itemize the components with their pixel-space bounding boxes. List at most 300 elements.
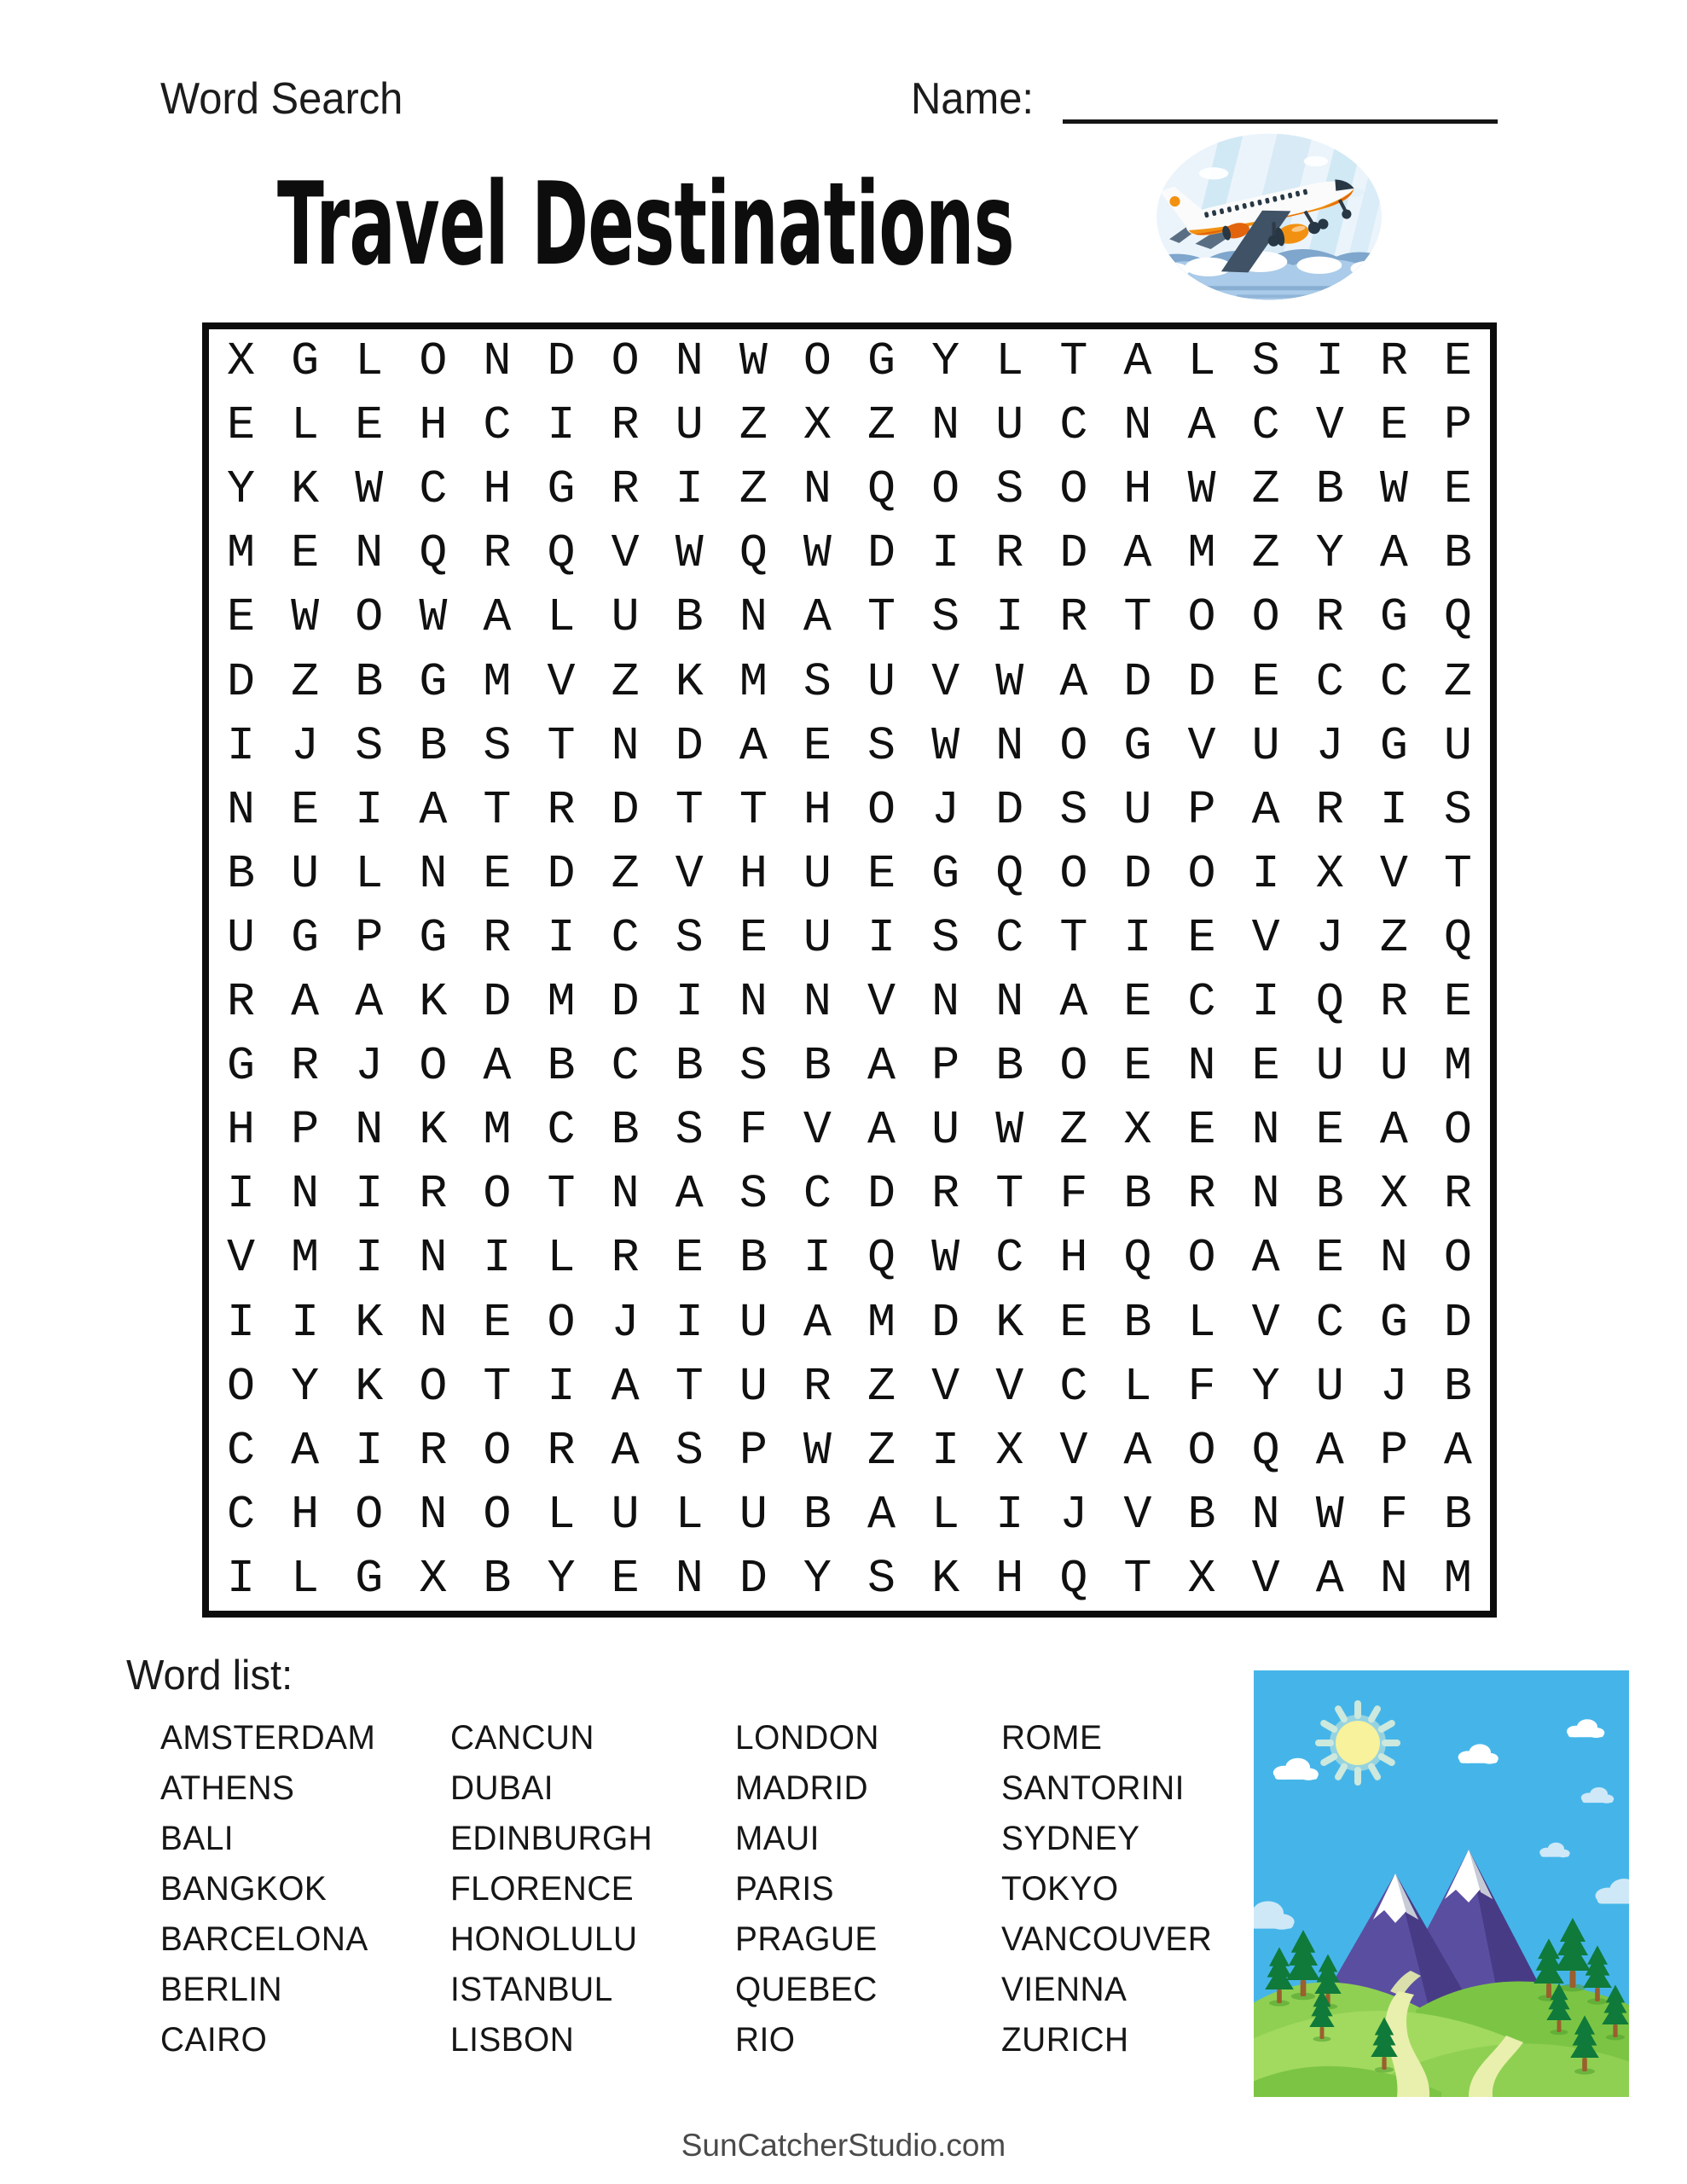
grid-cell: W <box>1187 462 1216 517</box>
grid-cell: S <box>931 590 960 645</box>
grid-cell: V <box>1251 1551 1280 1606</box>
grid-cell: L <box>1187 1295 1216 1350</box>
grid-cell: N <box>675 334 704 389</box>
grid-cell: O <box>419 1359 448 1414</box>
grid-cell: R <box>547 782 576 837</box>
grid-cell: R <box>483 910 512 965</box>
grid-cell: B <box>611 1103 640 1158</box>
grid-cell: C <box>1059 398 1088 453</box>
grid-cell: W <box>931 1231 960 1286</box>
grid-cell: Y <box>227 462 256 517</box>
grid-cell: K <box>291 462 320 517</box>
grid-cell: A <box>1123 1423 1152 1478</box>
grid-cell: C <box>483 398 512 453</box>
grid-cell: T <box>1123 590 1152 645</box>
grid-cell: O <box>483 1423 512 1478</box>
grid-cell: B <box>803 1487 832 1542</box>
grid-cell: L <box>1123 1359 1152 1414</box>
grid-cell: U <box>675 398 704 453</box>
grid-cell: Y <box>803 1551 832 1606</box>
grid-cell: O <box>611 334 640 389</box>
grid-cell: H <box>803 782 832 837</box>
grid-cell: S <box>675 910 704 965</box>
grid-cell: N <box>355 1103 384 1158</box>
grid-cell: C <box>995 910 1024 965</box>
grid-cell: N <box>355 526 384 581</box>
grid-cell: A <box>483 1039 512 1094</box>
grid-cell: U <box>611 1487 640 1542</box>
grid-cell: A <box>1443 1423 1472 1478</box>
grid-cell: D <box>611 782 640 837</box>
grid-cell: M <box>483 1103 512 1158</box>
grid-cell: X <box>1315 846 1344 901</box>
grid-cell: O <box>1251 590 1280 645</box>
grid-cell: L <box>931 1487 960 1542</box>
grid-cell: X <box>1187 1551 1216 1606</box>
grid-cell: V <box>867 975 896 1030</box>
grid-cell: B <box>1123 1295 1152 1350</box>
grid-cell: N <box>611 1167 640 1222</box>
grid-cell: A <box>867 1487 896 1542</box>
grid-cell: A <box>1251 1231 1280 1286</box>
word-list-item: SANTORINI <box>1001 1769 1185 1807</box>
word-list-item: LISBON <box>450 2021 575 2059</box>
grid-cell: W <box>803 526 832 581</box>
grid-cell: I <box>675 975 704 1030</box>
grid-cell: S <box>931 910 960 965</box>
grid-cell: S <box>739 1167 768 1222</box>
word-list-item: ZURICH <box>1001 2021 1129 2059</box>
grid-cell: C <box>611 1039 640 1094</box>
grid-cell: T <box>739 782 768 837</box>
word-list-item: CANCUN <box>450 1719 594 1757</box>
grid-cell: Q <box>1251 1423 1280 1478</box>
grid-cell: A <box>867 1103 896 1158</box>
grid-cell: H <box>227 1103 256 1158</box>
grid-cell: Q <box>1059 1551 1088 1606</box>
grid-cell: T <box>483 782 512 837</box>
grid-cell: R <box>419 1423 448 1478</box>
grid-cell: R <box>419 1167 448 1222</box>
grid-cell: V <box>227 1231 256 1286</box>
grid-cell: Q <box>547 526 576 581</box>
grid-cell: U <box>803 910 832 965</box>
grid-cell: L <box>291 398 320 453</box>
grid-cell: H <box>291 1487 320 1542</box>
grid-cell: G <box>291 334 320 389</box>
grid-cell: Q <box>419 526 448 581</box>
grid-cell: S <box>483 718 512 773</box>
grid-cell: K <box>931 1551 960 1606</box>
grid-cell: N <box>1251 1487 1280 1542</box>
grid-cell: E <box>611 1551 640 1606</box>
grid-cell: O <box>1187 846 1216 901</box>
grid-cell: K <box>995 1295 1024 1350</box>
name-blank-line <box>1063 119 1498 124</box>
grid-cell: K <box>419 975 448 1030</box>
grid-cell: O <box>483 1167 512 1222</box>
grid-cell: A <box>1059 654 1088 709</box>
grid-cell: G <box>1379 718 1408 773</box>
grid-cell: R <box>931 1167 960 1222</box>
grid-cell: A <box>1123 334 1152 389</box>
grid-cell: V <box>931 654 960 709</box>
grid-cell: P <box>739 1423 768 1478</box>
word-column <box>160 1713 382 2065</box>
grid-cell: W <box>355 462 384 517</box>
grid-cell: B <box>1443 526 1472 581</box>
grid-cell: L <box>1187 334 1216 389</box>
grid-cell: D <box>739 1551 768 1606</box>
grid-cell: S <box>675 1423 704 1478</box>
grid-cell: B <box>739 1231 768 1286</box>
grid-cell: J <box>355 1039 384 1094</box>
grid-cell: Z <box>739 398 768 453</box>
grid-cell: C <box>1315 654 1344 709</box>
grid-cell: H <box>739 846 768 901</box>
grid-cell: I <box>355 1167 384 1222</box>
footer-site-credit: SunCatcherStudio.com <box>681 2128 1006 2163</box>
grid-cell: U <box>291 846 320 901</box>
grid-cell: A <box>291 975 320 1030</box>
grid-cell: W <box>995 1103 1024 1158</box>
grid-cell: A <box>611 1423 640 1478</box>
grid-cell: R <box>547 1423 576 1478</box>
grid-cell: R <box>227 975 256 1030</box>
grid-cell: I <box>931 1423 960 1478</box>
grid-cell: H <box>1059 1231 1088 1286</box>
grid-cell: N <box>1123 398 1152 453</box>
grid-cell: I <box>1123 910 1152 965</box>
grid-cell: I <box>483 1231 512 1286</box>
grid-cell: C <box>1059 1359 1088 1414</box>
grid-cell: Y <box>1315 526 1344 581</box>
grid-cell: C <box>995 1231 1024 1286</box>
grid-cell: S <box>675 1103 704 1158</box>
grid-cell: I <box>1379 782 1408 837</box>
grid-cell: D <box>547 846 576 901</box>
grid-cell: A <box>803 1295 832 1350</box>
grid-cell: B <box>419 718 448 773</box>
grid-cell: D <box>931 1295 960 1350</box>
grid-cell: M <box>291 1231 320 1286</box>
grid-cell: T <box>675 1359 704 1414</box>
grid-cell: V <box>547 654 576 709</box>
grid-cell: P <box>931 1039 960 1094</box>
grid-cell: U <box>1251 718 1280 773</box>
grid-cell: E <box>803 718 832 773</box>
grid-cell: K <box>355 1359 384 1414</box>
grid-cell: M <box>547 975 576 1030</box>
grid-cell: M <box>483 654 512 709</box>
grid-cell: I <box>1251 975 1280 1030</box>
grid-cell: X <box>803 398 832 453</box>
grid-cell: T <box>1059 334 1088 389</box>
grid-cell: U <box>1379 1039 1408 1094</box>
grid-cell: Q <box>1443 590 1472 645</box>
grid-cell: L <box>995 334 1024 389</box>
grid-cell: E <box>1123 1039 1152 1094</box>
grid-cell: M <box>1443 1039 1472 1094</box>
grid-cell: F <box>739 1103 768 1158</box>
grid-cell: T <box>995 1167 1024 1222</box>
grid-cell: Z <box>739 462 768 517</box>
grid-cell: U <box>995 398 1024 453</box>
grid-cell: O <box>1059 462 1088 517</box>
grid-cell: E <box>1315 1103 1344 1158</box>
grid-cell: P <box>1187 782 1216 837</box>
grid-cell: S <box>803 654 832 709</box>
grid-cell: Z <box>1379 910 1408 965</box>
grid-cell: B <box>1443 1487 1472 1542</box>
grid-cell: I <box>355 1231 384 1286</box>
grid-cell: R <box>1315 782 1344 837</box>
grid-cell: E <box>1123 975 1152 1030</box>
grid-cell: G <box>227 1039 256 1094</box>
grid-cell: Q <box>739 526 768 581</box>
word-list-item: CAIRO <box>160 2021 268 2059</box>
grid-cell: A <box>1379 526 1408 581</box>
grid-cell: U <box>803 846 832 901</box>
grid-cell: C <box>1251 398 1280 453</box>
grid-cell: T <box>1059 910 1088 965</box>
grid-cell: P <box>355 910 384 965</box>
grid-cell: U <box>1315 1039 1344 1094</box>
grid-cell: V <box>1251 910 1280 965</box>
grid-cell: R <box>611 398 640 453</box>
word-list-item: FLORENCE <box>450 1870 635 1908</box>
grid-cell: D <box>1443 1295 1472 1350</box>
grid-cell: I <box>227 1295 256 1350</box>
grid-cell: E <box>1187 910 1216 965</box>
grid-cell: A <box>1315 1423 1344 1478</box>
page-type-label: Word Search <box>160 74 403 124</box>
grid-cell: J <box>1379 1359 1408 1414</box>
word-list-item: VANCOUVER <box>1001 1920 1213 1958</box>
grid-cell: Z <box>291 654 320 709</box>
grid-cell: N <box>1251 1167 1280 1222</box>
grid-cell: U <box>739 1487 768 1542</box>
grid-cell: O <box>1443 1231 1472 1286</box>
grid-cell: S <box>867 718 896 773</box>
grid-cell: E <box>1379 398 1408 453</box>
grid-cell: R <box>1443 1167 1472 1222</box>
grid-cell: T <box>1123 1551 1152 1606</box>
grid-cell: I <box>547 398 576 453</box>
word-list-item: ISTANBUL <box>450 1971 613 2008</box>
grid-cell: Q <box>1315 975 1344 1030</box>
grid-cell: O <box>803 334 832 389</box>
grid-cell: J <box>1059 1487 1088 1542</box>
grid-cell: B <box>1315 1167 1344 1222</box>
grid-cell: S <box>995 462 1024 517</box>
grid-cell: S <box>355 718 384 773</box>
grid-cell: D <box>547 334 576 389</box>
grid-cell: K <box>355 1295 384 1350</box>
grid-cell: P <box>1379 1423 1408 1478</box>
grid-cell: N <box>803 462 832 517</box>
grid-cell: U <box>1315 1359 1344 1414</box>
grid-cell: U <box>1123 782 1152 837</box>
grid-cell: L <box>291 1551 320 1606</box>
grid-cell: F <box>1187 1359 1216 1414</box>
grid-cell: I <box>995 590 1024 645</box>
grid-cell: D <box>995 782 1024 837</box>
grid-cell: R <box>995 526 1024 581</box>
grid-cell: I <box>355 1423 384 1478</box>
grid-cell: N <box>995 718 1024 773</box>
grid-cell: N <box>419 1295 448 1350</box>
word-list-item: VIENNA <box>1001 1971 1128 2008</box>
word-list-item: SYDNEY <box>1001 1820 1140 1857</box>
grid-cell: V <box>803 1103 832 1158</box>
grid-cell: E <box>291 526 320 581</box>
grid-cell: B <box>355 654 384 709</box>
grid-cell: A <box>611 1359 640 1414</box>
grid-cell: G <box>419 910 448 965</box>
grid-cell: H <box>995 1551 1024 1606</box>
grid-cell: D <box>483 975 512 1030</box>
grid-cell: D <box>1187 654 1216 709</box>
grid-cell: N <box>1251 1103 1280 1158</box>
grid-cell: T <box>675 782 704 837</box>
grid-cell: A <box>419 782 448 837</box>
grid-cell: Q <box>1443 910 1472 965</box>
puzzle-title: Travel Destinations <box>277 158 1014 291</box>
grid-cell: C <box>1379 654 1408 709</box>
grid-cell: K <box>419 1103 448 1158</box>
grid-cell: W <box>995 654 1024 709</box>
grid-cell: B <box>547 1039 576 1094</box>
grid-cell: O <box>419 1039 448 1094</box>
grid-cell: A <box>739 718 768 773</box>
grid-cell: U <box>931 1103 960 1158</box>
word-column <box>450 1713 659 2065</box>
grid-cell: I <box>803 1231 832 1286</box>
grid-cell: E <box>227 398 256 453</box>
word-grid <box>202 322 1497 1618</box>
grid-cell: N <box>483 334 512 389</box>
grid-cell: S <box>867 1551 896 1606</box>
grid-cell: M <box>867 1295 896 1350</box>
grid-cell: G <box>1379 590 1408 645</box>
grid-cell: Q <box>995 846 1024 901</box>
grid-cell: R <box>1059 590 1088 645</box>
grid-cell: F <box>1059 1167 1088 1222</box>
grid-cell: W <box>739 334 768 389</box>
grid-cell: B <box>1443 1359 1472 1414</box>
grid-cell: O <box>227 1359 256 1414</box>
grid-cell: Z <box>867 1423 896 1478</box>
grid-cell: N <box>419 846 448 901</box>
grid-cell: I <box>1251 846 1280 901</box>
grid-cell: N <box>739 590 768 645</box>
grid-cell: C <box>611 910 640 965</box>
grid-cell: P <box>291 1103 320 1158</box>
grid-cell: N <box>1187 1039 1216 1094</box>
grid-cell: E <box>483 1295 512 1350</box>
grid-cell: Z <box>611 846 640 901</box>
grid-cell: R <box>483 526 512 581</box>
grid-cell: E <box>739 910 768 965</box>
word-list-item: AMSTERDAM <box>160 1719 376 1757</box>
grid-cell: C <box>227 1423 256 1478</box>
name-label: Name: <box>911 74 1034 124</box>
grid-cell: U <box>739 1295 768 1350</box>
grid-cell: O <box>355 590 384 645</box>
grid-cell: I <box>547 1359 576 1414</box>
grid-cell: V <box>1251 1295 1280 1350</box>
grid-cell: E <box>227 590 256 645</box>
grid-cell: N <box>1379 1551 1408 1606</box>
grid-cell: O <box>419 334 448 389</box>
grid-cell: C <box>419 462 448 517</box>
grid-cell: X <box>1123 1103 1152 1158</box>
grid-cell: E <box>867 846 896 901</box>
grid-cell: I <box>227 1167 256 1222</box>
grid-cell: G <box>931 846 960 901</box>
grid-cell: H <box>419 398 448 453</box>
grid-cell: X <box>227 334 256 389</box>
word-list-item: BANGKOK <box>160 1870 328 1908</box>
word-list-item: HONOLULU <box>450 1920 638 1958</box>
grid-cell: A <box>1059 975 1088 1030</box>
grid-cell: I <box>931 526 960 581</box>
grid-cell: B <box>675 590 704 645</box>
grid-cell: R <box>1379 975 1408 1030</box>
grid-cell: E <box>1059 1295 1088 1350</box>
grid-cell: G <box>1379 1295 1408 1350</box>
grid-cell: I <box>1315 334 1344 389</box>
grid-cell: Z <box>611 654 640 709</box>
grid-cell: P <box>1443 398 1472 453</box>
grid-cell: A <box>1379 1103 1408 1158</box>
word-list-item: RIO <box>735 2021 796 2059</box>
grid-cell: V <box>1059 1423 1088 1478</box>
grid-cell: T <box>483 1359 512 1414</box>
grid-cell: A <box>355 975 384 1030</box>
grid-cell: O <box>1187 590 1216 645</box>
grid-cell: N <box>227 782 256 837</box>
grid-cell: G <box>419 654 448 709</box>
grid-cell: B <box>227 846 256 901</box>
grid-cell: H <box>483 462 512 517</box>
grid-cell: V <box>1379 846 1408 901</box>
grid-cell: V <box>1123 1487 1152 1542</box>
grid-cell: E <box>1443 462 1472 517</box>
grid-cell: Y <box>547 1551 576 1606</box>
grid-cell: Y <box>1251 1359 1280 1414</box>
grid-cell: Q <box>867 1231 896 1286</box>
grid-cell: D <box>611 975 640 1030</box>
grid-cell: X <box>419 1551 448 1606</box>
grid-cell: Z <box>867 1359 896 1414</box>
grid-cell: W <box>419 590 448 645</box>
word-list-item: PARIS <box>735 1870 834 1908</box>
grid-cell: N <box>739 975 768 1030</box>
grid-cell: E <box>1315 1231 1344 1286</box>
grid-cell: W <box>803 1423 832 1478</box>
grid-cell: T <box>547 718 576 773</box>
mountain-landscape-illustration <box>1254 1670 1629 2097</box>
grid-cell: I <box>227 1551 256 1606</box>
grid-cell: E <box>1443 334 1472 389</box>
grid-cell: N <box>419 1487 448 1542</box>
grid-cell: E <box>675 1231 704 1286</box>
grid-cell: A <box>483 590 512 645</box>
grid-cell: Q <box>867 462 896 517</box>
grid-cell: O <box>547 1295 576 1350</box>
